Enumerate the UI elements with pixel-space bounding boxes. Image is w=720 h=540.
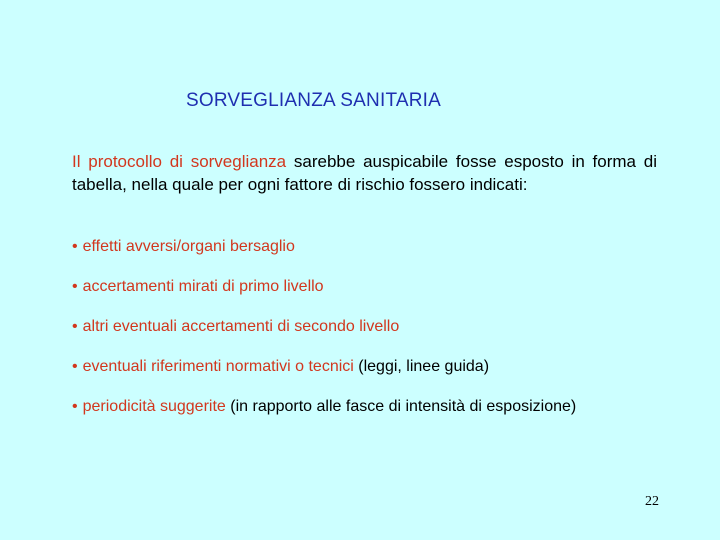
intro-paragraph: [72, 150, 657, 196]
list-item: [72, 276, 576, 316]
list-item: [72, 236, 576, 276]
bullet-list: [72, 236, 576, 436]
bullet-dot-icon: •: [72, 318, 78, 335]
bullet-note: (in rapporto alle fasce di intensità di esposizione): [225, 398, 577, 415]
list-item: [72, 356, 576, 396]
page-number: 22: [645, 494, 659, 509]
list-item: [72, 396, 576, 436]
bullet-dot-icon: •: [72, 278, 78, 295]
bullet-highlight: effetti avversi/organi bersaglio: [82, 238, 295, 255]
bullet-dot-icon: •: [72, 238, 78, 255]
slide-title: SORVEGLIANZA SANITARIA: [186, 90, 441, 111]
bullet-highlight: eventuali riferimenti normativi o tecnici: [82, 358, 354, 375]
bullet-highlight: accertamenti mirati di primo livello: [82, 278, 324, 295]
bullet-highlight: altri eventuali accertamenti di secondo livello: [82, 318, 400, 335]
bullet-note: (leggi, linee guida): [353, 358, 490, 375]
bullet-highlight: periodicità suggerite: [82, 398, 226, 415]
intro-highlight: Il protocollo di sorveglianza: [72, 152, 287, 171]
list-item: [72, 316, 576, 356]
intro-text: sarebbe auspicabile fosse esposto in forma di tabella, nella quale per ogni fattore di rischio fossero indicati:: [72, 152, 657, 194]
bullet-dot-icon: •: [72, 358, 78, 375]
bullet-dot-icon: •: [72, 398, 78, 415]
